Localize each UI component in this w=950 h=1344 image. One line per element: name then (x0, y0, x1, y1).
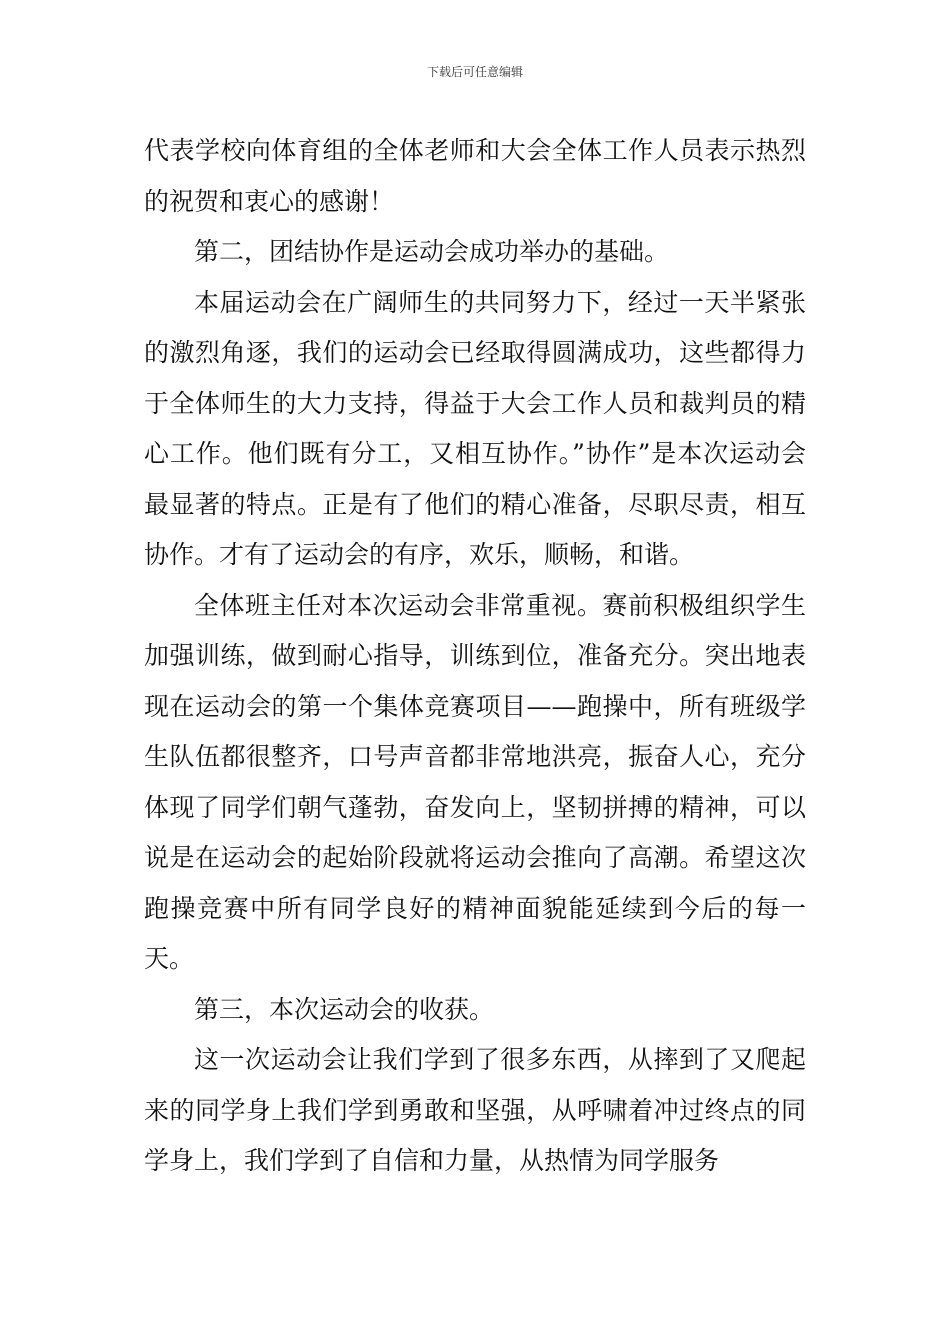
paragraph-class-teachers: 全体班主任对本次运动会非常重视。赛前积极组织学生加强训练，做到耐心指导，训练到位，准备充分。突出地表现在运动会的第一个集体竞赛项目——跑操中，所有班级学生队伍都很整齐，口号声音都非常地洪亮，振奋人心，充分体现了同学们朝气蓬勃，奋发向上，坚韧拼搏的精神，可以说是在运动会的起始阶段就将运动会推向了高潮。希望这次跑操竞赛中所有同学良好的精神面貌能延续到今后的每一天。 (144, 590, 806, 973)
paragraph-heading-third: 第三，本次运动会的收获。 (194, 994, 495, 1024)
page-header-note: 下载后可任意编辑 (426, 65, 523, 79)
paragraph-thanks: 代表学校向体育组的全体老师和大会全体工作人员表示热烈的祝贺和衷心的感谢！ (144, 136, 806, 216)
paragraph-cooperation: 本届运动会在广阔师生的共同努力下，经过一天半紧张的激烈角逐，我们的运动会已经取得圆满成功，这些都得力于全体师生的大力支持，得益于大会工作人员和裁判员的精心工作。他们既有分工，又相互协作。”协作”是本次运动会最显著的特点。正是有了他们的精心准备，尽职尽责，相互协作。才有了运动会的有序，欢乐，顺畅，和谐。 (144, 287, 806, 569)
paragraph-gains: 这一次运动会让我们学到了很多东西，从摔到了又爬起来的同学身上我们学到勇敢和坚强，从呼啸着冲过终点的同学身上，我们学到了自信和力量，从热情为同学服务 (144, 1045, 806, 1175)
document-body (144, 126, 806, 1187)
paragraph-heading-second: 第二，团结协作是运动会成功举办的基础。 (194, 237, 670, 266)
